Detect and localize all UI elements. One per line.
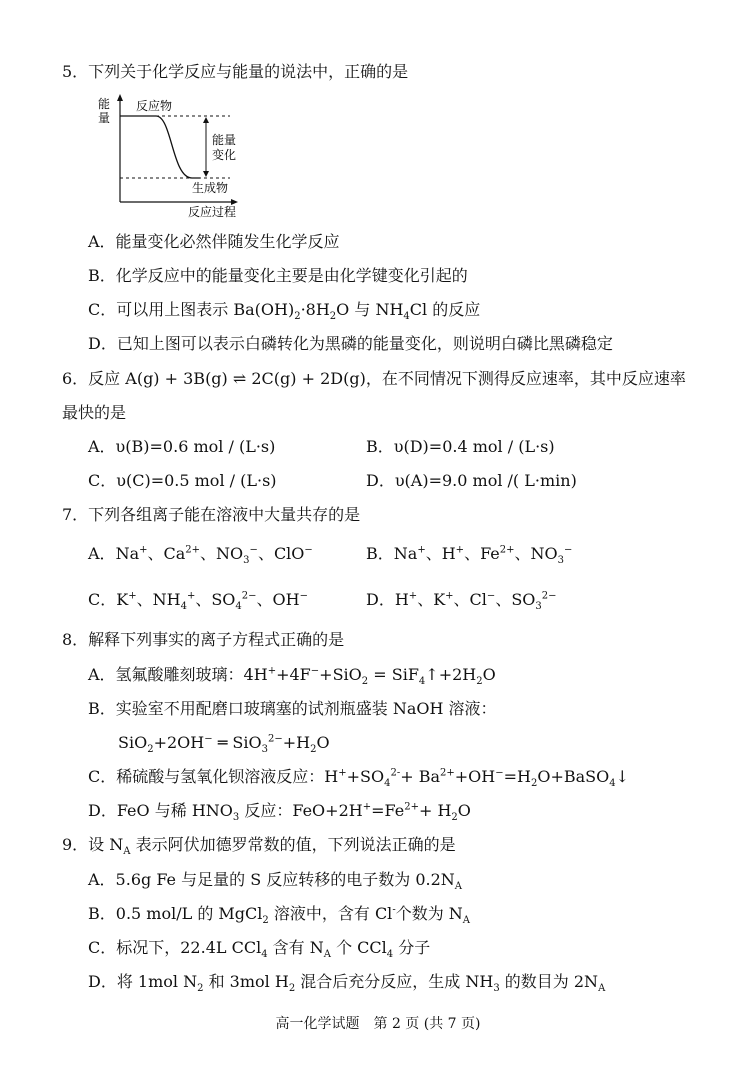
energy-change-label-1: 能量 [212,133,237,147]
q9-option-b: B．0.5 mol/L 的 MgCl$_2$ 溶液中，含有 Cl-个数为 $N_A$ [88,904,471,927]
q5-option-d: D．已知上图可以表示白磷转化为黑磷的能量变化，则说明白磷比黑磷稳定 [88,334,613,353]
q8-option-c: C．稀硫酸与氢氧化钡溶液反应：$H^++SO_4^{2-}+$ $Ba^{2+}+OH^-=H_2O+BaSO_4↓$ [88,767,630,790]
q8-option-b-line1: B．实验室不用配磨口玻璃塞的试剂瓶盛装 NaOH 溶液： [88,699,497,718]
page-footer: 高一化学试题 第 2 页 (共 7 页) [275,1016,481,1032]
q6-stem-line2: 最快的是 [62,403,127,422]
reactant-label: 反应物 [136,99,173,113]
energy-curve [120,116,200,178]
q9-stem: 9．设 $N_A$ 表示阿伏加德罗常数的值，下列说法正确的是 [62,835,456,858]
q7-stem: 7．下列各组离子能在溶液中大量共存的是 [62,505,361,524]
q6-stem-line1: 6．反应 A(g) + 3B(g) ⇌ 2C(g) + 2D(g)，在不同情况下测得反应速率，其中反应速率 [62,369,686,388]
q9-option-c: C．标况下，22.4L CCl$_4$ 含有 $N_A$ 个 CCl$_4$ 分子 [88,938,431,961]
q7-option-a: A．Na+、$Ca^{2+}$、$NO_3^-$、ClO− [88,544,313,567]
q8-option-a: A．氢氟酸雕刻玻璃：$4H^++4F^-+SiO_2 = SiF_4↑+2H_2O$ [88,665,496,688]
q8-stem: 8．解释下列事实的离子方程式正确的是 [62,630,345,649]
q7-option-c: C．K+、$NH_4^+$、$SO_4^{2-}$、OH− [88,590,309,613]
q6-option-c: C．υ(C)=0.5 mol / (L·s) [88,471,277,490]
x-axis-label: 反应过程 [188,205,237,218]
energy-change-arrowhead-up [203,117,209,123]
q8-option-b-line2: SiO$_2$+2OH− ═ $SiO_3^{2-}+H_2O$ [118,733,330,756]
energy-change-arrowhead-down [203,171,209,177]
q7-option-b: B．Na+、H+、$Fe^{2+}$、$NO_3^-$ [366,544,573,567]
q5-option-b: B．化学反应中的能量变化主要是由化学键变化引起的 [88,266,468,285]
q6-option-b: B．υ(D)=0.4 mol / (L·s) [366,437,555,456]
q9-option-d: D．将 1mol $N_2$ 和 3mol $H_2$ 混合后充分反应，生成 $NH_3$ 的数目为 $2N_A$ [88,972,606,995]
energy-diagram [96,92,246,218]
q9-option-a: A．5.6g Fe 与足量的 S 反应转移的电子数为 $0.2N_A$ [88,870,463,893]
product-label: 生成物 [192,181,229,195]
y-label-2: 量 [98,111,111,125]
y-label-1: 能 [98,97,111,111]
q6-option-d: D．υ(A)=9.0 mol /( L·min) [366,471,577,490]
q6-option-a: A．υ(B)=0.6 mol / (L·s) [88,437,276,456]
q5-option-a: A．能量变化必然伴随发生化学反应 [88,232,340,251]
energy-change-label-2: 变化 [212,148,237,162]
q8-option-d: D．FeO 与稀 $HNO_3$ 反应：$FeO+2H^+=Fe^{2+}+ H_2O$ [88,801,471,824]
q7-option-d: D．H+、K+、Cl−、$SO_3^{2-}$ [366,590,557,613]
q5-option-c: C．可以用上图表示 $Ba(OH)_2\cdot 8H_2O$ 与 $NH_4Cl$ 的反应 [88,300,481,323]
q5-stem: 5．下列关于化学反应与能量的说法中，正确的是 [62,62,409,81]
y-axis-arrow [117,94,123,101]
